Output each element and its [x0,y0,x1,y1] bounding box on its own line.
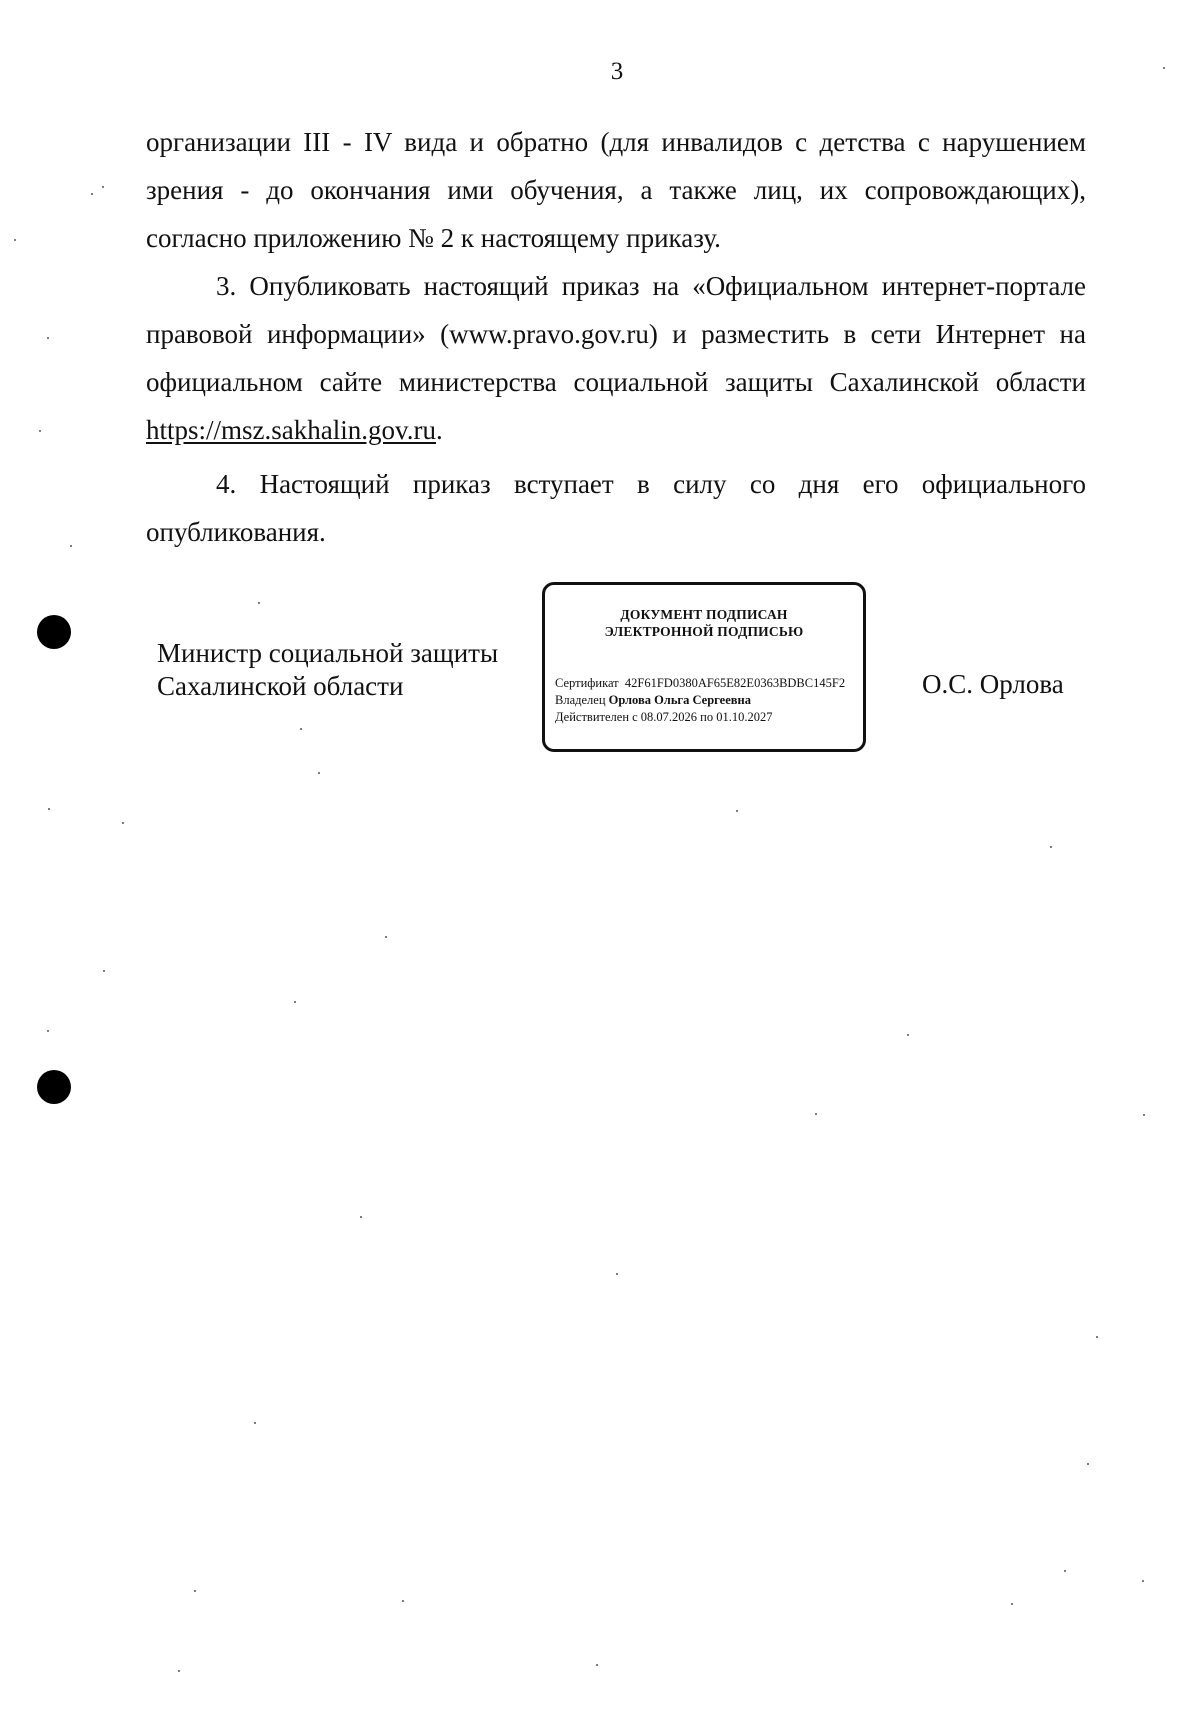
stamp-validity: Действителен с 08.07.2026 по 01.10.2027 [555,710,773,724]
scan-speck [70,545,72,547]
scan-speck [1050,846,1052,848]
certificate-label: Сертификат [555,676,619,690]
scan-speck [1163,67,1165,69]
certificate-value: 42F61FD0380AF65E82E0363BDBC145F2 [624,676,846,690]
scan-speck [102,186,104,188]
binder-hole-bottom [37,1070,71,1104]
scan-speck [294,1001,296,1003]
owner-label: Владелец [555,693,606,707]
scan-speck [122,822,124,824]
scan-speck [254,1422,256,1424]
scan-speck [815,1113,817,1115]
scan-speck [300,728,302,730]
scan-speck [907,1034,909,1036]
scan-speck [385,936,387,938]
scan-speck [39,430,41,432]
scan-speck [1143,1114,1145,1116]
scan-speck [1142,1580,1144,1582]
paragraph-continuation: организации III - IV вида и обратно (для инвалидов с детства с нарушением зрения - до окончания ими обучения, а также лиц, их сопровождающих), согласно приложению № 2 к настоящему приказу. [146,127,1086,253]
scan-speck [47,337,49,339]
page-number: 3 [610,58,624,85]
stamp-owner [555,692,857,709]
signatory-position [157,637,498,703]
scan-speck [103,970,105,972]
scan-speck [1011,1603,1013,1605]
scan-speck [1087,1463,1089,1465]
scan-speck [736,810,738,812]
binder-hole-top [37,615,71,649]
stamp-title [545,606,863,640]
scan-speck [14,239,16,241]
scan-speck [258,602,260,604]
paragraph-3-text: 3. Опубликовать настоящий приказ на «Официальном интернет-портале правовой информации» (www.pravo.gov.ru) и разместить в сети Интернет на официальном сайте министерства социальной защиты Сахалинской области [146,271,1086,397]
scan-speck [47,1030,49,1032]
scan-speck [596,1664,598,1666]
stamp-details [555,675,857,726]
document-body [146,118,1086,556]
electronic-signature-stamp [542,582,866,752]
scan-speck [318,772,320,774]
scan-speck [1096,1336,1098,1338]
scan-speck [402,1600,404,1602]
scan-speck [360,1216,362,1218]
scan-speck [91,193,93,195]
ministry-site-link[interactable]: https://msz.sakhalin.gov.ru [146,415,436,445]
paragraph-4: 4. Настоящий приказ вступает в силу со дня его официального опубликования. [146,469,1086,547]
scan-speck [194,1590,196,1592]
stamp-certificate [555,675,857,692]
owner-value: Орлова Ольга Сергеевна [608,693,751,707]
scan-speck [48,808,50,810]
paragraph-3 [146,262,1086,454]
stamp-title-line1: ДОКУМЕНТ ПОДПИСАН [620,607,788,622]
scan-speck [616,1273,618,1275]
signer-name: О.С. Орлова [922,669,1064,699]
signatory-position-line1: Министр социальной защиты [157,638,499,668]
link-suffix: . [435,415,443,445]
scan-speck [1064,1570,1066,1572]
scan-speck [178,1670,180,1672]
signatory-position-line2: Сахалинской области [157,671,404,701]
stamp-title-line2: ЭЛЕКТРОННОЙ ПОДПИСЬЮ [604,624,804,639]
